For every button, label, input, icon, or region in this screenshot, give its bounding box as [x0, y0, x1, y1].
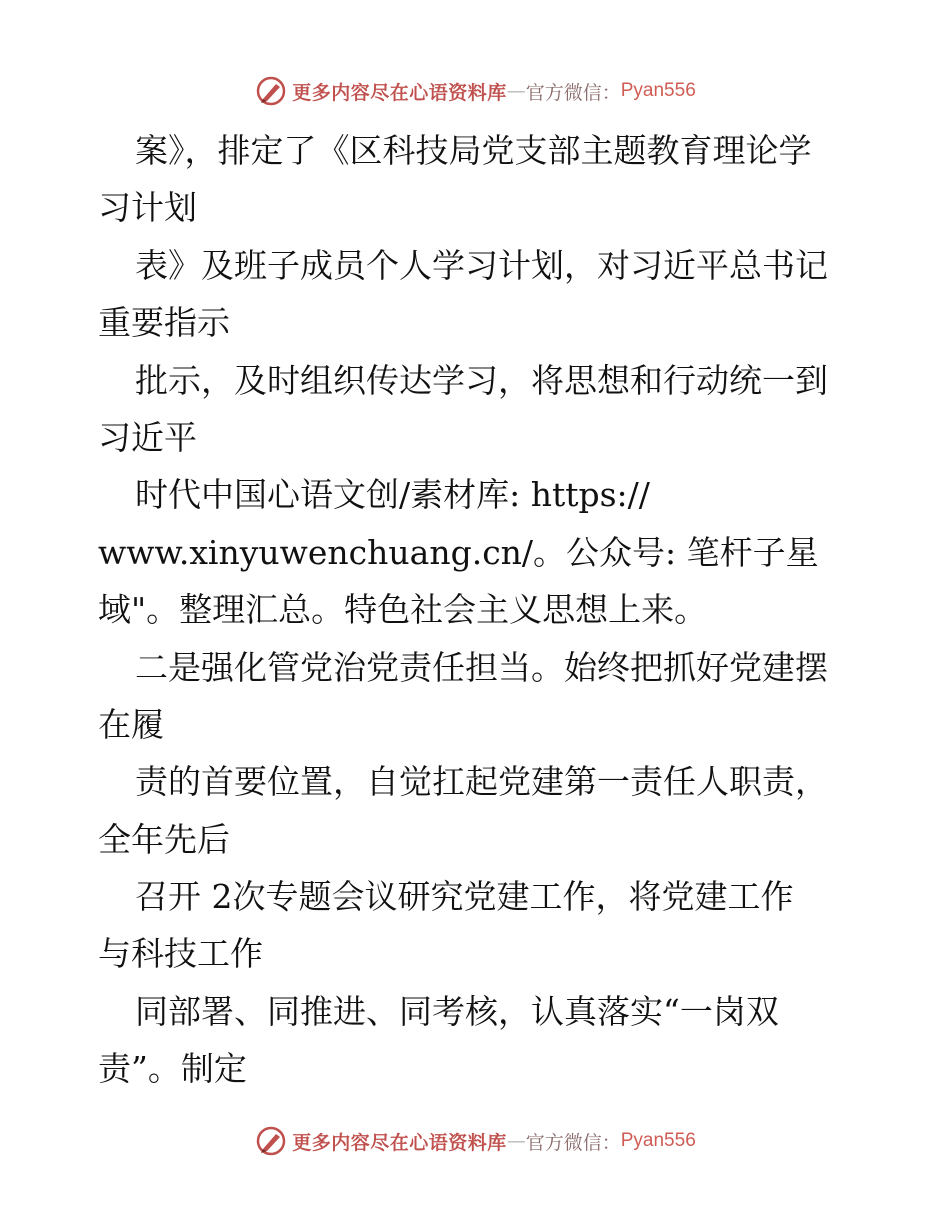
text-line: 重要指示 [98, 303, 230, 343]
footer-watermark [0, 1124, 950, 1158]
header-banner-dash: — [506, 80, 526, 102]
text-line: 表》及班子成员个人学习计划，对习近平总书记 [135, 245, 828, 285]
text-line: 习计划 [98, 188, 197, 228]
text-line: 二是强化管党治党责任担当。始终把抓好党建摆 [135, 647, 828, 687]
header-wechat-id: Pyan556 [620, 80, 696, 101]
header-banner-text: 更多内容尽在心语资料库 [292, 81, 507, 104]
header-watermark [0, 74, 950, 108]
footer-banner-label: 官方微信： [525, 1131, 621, 1154]
text-line: 同部署、同推进、同考核，认真落实“一岗双 [135, 991, 779, 1031]
pen-logo-icon [254, 74, 288, 108]
text-line: 在履 [98, 704, 164, 744]
pen-logo-icon [254, 1124, 288, 1158]
text-line: 责”。制定 [98, 1049, 247, 1089]
text-line: 召开 2次专题会议研究党建工作，将党建工作 [135, 877, 794, 917]
text-line: 域"。整理汇总。特色社会主义思想上来。 [98, 590, 708, 630]
text-line: 习近平 [98, 417, 197, 457]
footer-banner-dash: — [506, 1130, 526, 1152]
text-line: 与科技工作 [98, 934, 263, 974]
header-banner-label: 官方微信： [525, 81, 621, 104]
body-text [98, 122, 878, 1098]
text-line: 全年先后 [98, 819, 230, 859]
text-line: 责的首要位置，自觉扛起党建第一责任人职责， [135, 762, 828, 802]
footer-banner-text: 更多内容尽在心语资料库 [292, 1131, 507, 1154]
text-line: 案》，排定了《区科技局党支部主题教育理论学 [135, 131, 812, 170]
text-line: www.xinyuwenchuang.cn/。公众号: 笔杆子星 [98, 532, 819, 572]
text-line: 批示，及时组织传达学习，将思想和行动统一到 [135, 360, 828, 400]
footer-wechat-id: Pyan556 [620, 1130, 696, 1151]
text-line: 时代中国心语文创/素材库: https:// [135, 475, 650, 515]
